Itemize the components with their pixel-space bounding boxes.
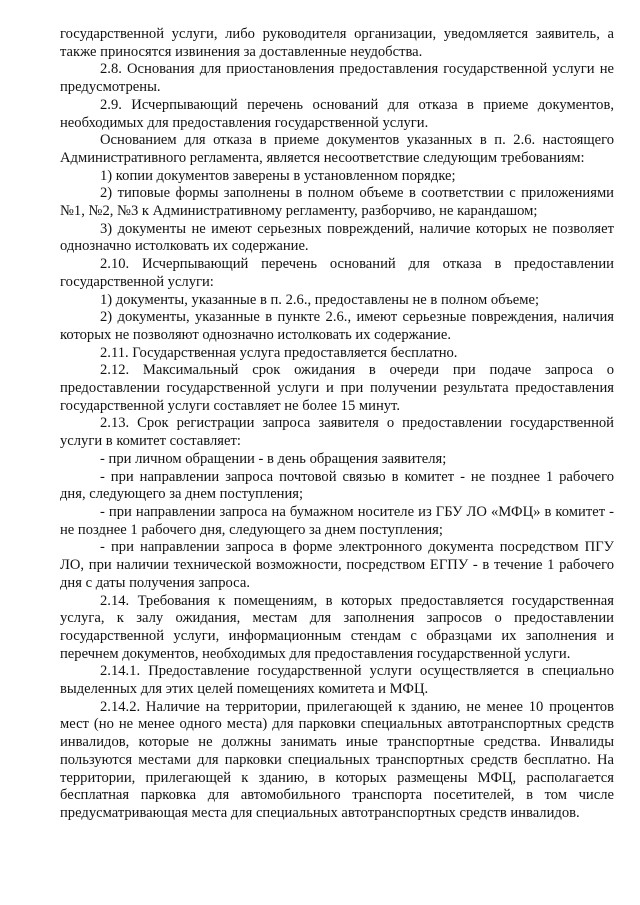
paragraph-2-14-2: 2.14.2. Наличие на территории, прилегающей к зданию, не менее 10 процентов мест (но не менее одного места) для парковки специальных автотранспортных средств инвалидов, которые не должны занимать иные транспортные средства. Инвалиды пользуются местами для парковки специальных транспортных средств бесплатно. На территории, прилегающей к зданию, в которых размещены МФЦ, располагается бесплатная парковка для автомобильного транспорта посетителей, в том числе предусматривающая места для специальных автотранспортных средств инвалидов. — [60, 698, 614, 821]
paragraph-refusal-grounds: Основанием для отказа в приеме документов указанных в п. 2.6. настоящего Административного регламента, является несоответствие следующим требованиям: — [60, 132, 614, 166]
list-item-2-9-1: 1) копии документов заверены в установленном порядке; — [100, 167, 456, 184]
paragraph-continuation: государственной услуги, либо руководителя организации, уведомляется заявитель, а также приносятся извинения за доставленные неудобства. — [60, 26, 614, 60]
list-item-2-13-3: - при направлении запроса на бумажном носителе из ГБУ ЛО «МФЦ» в комитет - не позднее 1 рабочего дня, следующего за днем поступления; — [60, 503, 614, 538]
list-item-2-10-2: 2) документы, указанные в пункте 2.6., имеют серьезные повреждения, наличия которых не позволяют однозначно истолковать их содержание. — [60, 309, 614, 343]
list-item-2-13-1: - при личном обращении - в день обращения заявителя; — [100, 450, 447, 467]
list-item-2-13-4: - при направлении запроса в форме электронного документа посредством ПГУ ЛО, при наличии технической возможности, посредством ЕГПУ - в течение 1 рабочего дня с даты получения запроса. — [60, 539, 614, 591]
list-item-2-10-1: 1) документы, указанные в п. 2.6., предоставлены не в полном объеме; — [100, 291, 540, 308]
list-item-2-9-3: 3) документы не имеют серьезных повреждений, наличие которых не позволяет однозначно истолковать их содержание. — [60, 220, 614, 255]
paragraph-2-12: 2.12. Максимальный срок ожидания в очереди при подаче запроса о предоставлении государственной услуги и при получении результата предоставления государственной услуги составляет не более 15 минут. — [60, 362, 614, 414]
paragraph-2-13: 2.13. Срок регистрации запроса заявителя о предоставлении государственной услуги в комитет составляет: — [60, 415, 614, 450]
paragraph-2-10: 2.10. Исчерпывающий перечень оснований для отказа в предоставлении государственной услуги: — [60, 256, 614, 290]
paragraph-2-14: 2.14. Требования к помещениям, в которых предоставляется государственная услуга, к залу ожидания, местам для заполнения запросов о предоставлении государственной услуги, информационным стендам с образцами их заполнения и перечнем документов, необходимых для предоставления государственной услуги. — [60, 592, 614, 662]
list-item-2-9-2: 2) типовые формы заполнены в полном объеме в соответствии с приложениями №1, №2, №3 к Административному регламенту, разборчиво, не карандашом; — [60, 185, 614, 220]
paragraph-2-9: 2.9. Исчерпывающий перечень оснований для отказа в приеме документов, необходимых для предоставления государственной услуги. — [60, 96, 614, 131]
paragraph-2-11: 2.11. Государственная услуга предоставляется бесплатно. — [100, 344, 458, 361]
list-item-2-13-2: - при направлении запроса почтовой связью в комитет - не позднее 1 рабочего дня, следующего за днем поступления; — [60, 468, 614, 503]
paragraph-2-14-1: 2.14.1. Предоставление государственной услуги осуществляется в специально выделенных для этих целей помещениях комитета и МФЦ. — [60, 663, 614, 698]
paragraph-2-8: 2.8. Основания для приостановления предоставления государственной услуги не предусмотрены. — [60, 61, 614, 96]
